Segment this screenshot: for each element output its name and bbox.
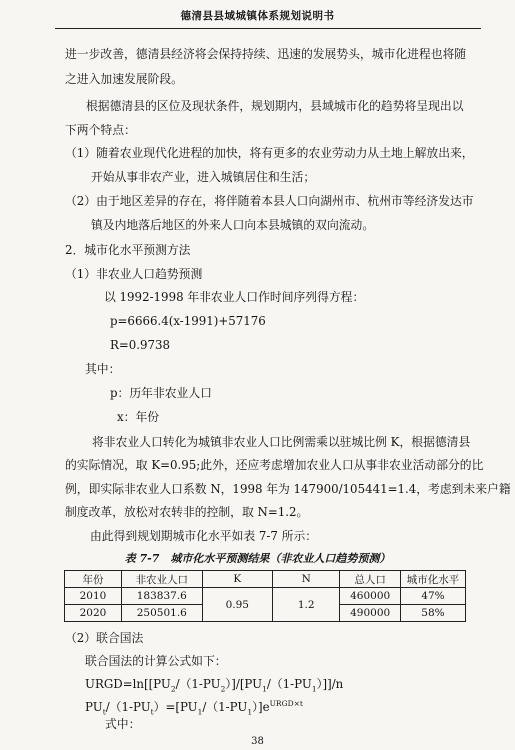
formula-subscript: 2 [220,684,226,694]
formula-subscript: 1 [197,707,203,717]
results-table [64,570,466,622]
formula-superscript: URGD×t [269,699,303,708]
list-item-continued: 镇及内地落后地区的外来人口向本县城镇的双向流动。 [91,218,375,232]
body-line: 由此得到规划期城市化水平如表 7-7 所示： [90,529,318,543]
header-cell: 城市化水平 [400,571,465,588]
table-cell: 58% [400,605,465,622]
formula-subscript: 2 [170,684,176,694]
formula-subscript: 1 [247,707,253,717]
formula-text: ）]/[PU [225,677,263,691]
header-cell: K [202,571,272,588]
header-rule [55,28,481,29]
formula-text: /（1-PU [175,677,221,691]
formula-text: PU [85,699,103,714]
formula-subscript: 1 [262,684,267,694]
running-header: 德清县县域城镇体系规划说明书 [180,10,335,22]
list-item-continued: 开始从事非农产业，进入城镇居住和生活； [91,170,316,184]
table-cell-merged: 0.95 [202,588,272,622]
table-cell: 490000 [340,605,400,622]
formula-text: ）]e [252,699,270,714]
header-cell: 总人口 [340,571,400,588]
formula-text: URGD=ln[[PU [85,677,171,691]
page-number: 38 [251,736,264,747]
table-caption: 表 7-7 城市化水平预测结果（非农业人口趋势预测） [124,552,391,565]
section-heading: 2．城市化水平预测方法 [65,243,191,257]
header-cell: 非农业人口 [121,571,202,588]
body-line: 的实际情况，取 K=0.95;此外，还应考虑增加农业人口从事非农业活动部分的比 [65,458,484,472]
body-line: 例，即实际非农业人口系数 N，1998 年为 147900/105441=1.4，考虑到未来户籍 [65,482,511,496]
table-cell: 2020 [65,605,122,622]
body-line: 下两个特点： [65,123,136,137]
header-cell: N [272,571,340,588]
variable-definition: x：年份 [117,410,160,424]
list-item: （1）随着农业现代化进程的加快，将有更多的农业劳动力从土地上解放出来， [65,146,474,160]
body-line: 其中： [85,362,121,376]
formula-subscript: t [102,707,106,717]
body-line: 之进入加速发展阶段。 [65,72,183,86]
formula-text: /（1-PU [105,699,151,714]
body-line: 将非农业人口转化为城镇非农业人口比例需乘以驻城比例 K，根据德清县 [92,435,471,449]
body-line: 以 1992-1998 年非农业人口作时间序列得方程： [104,290,365,304]
equation: p=6666.4(x-1991)+57176 [110,314,266,328]
list-item: （2）由于地区差异的存在，将伴随着本县人口向湖州市、杭州市等经济发达市 [65,194,474,208]
subsection-heading: （1）非农业人口趋势预测 [65,267,203,281]
body-line: 根据德清县的区位及现状条件，规划期内，县域城市化的趋势将呈现出以 [86,99,464,113]
table-header-row [65,571,466,588]
table-row [65,588,466,605]
formula-subscript: t [150,707,154,717]
table-cell: 2010 [65,588,122,605]
table-cell: 250501.6 [121,605,202,622]
table-cell: 460000 [340,588,400,605]
header-cell: 年份 [65,571,122,588]
equation: R=0.9738 [110,338,171,352]
body-line: 式中： [105,717,141,731]
body-line: 进一步改善，德清县经济将会保持持续、迅速的发展势头，城市化进程也将随 [65,47,467,61]
body-line: 制度改革，放松对农转非的控制，取 N=1.2。 [65,505,309,519]
variable-definition: p：历年非农业人口 [110,386,212,400]
body-line: 联合国法的计算公式如下： [85,654,227,668]
formula-text: /（1-PU [202,699,248,714]
table-cell: 183837.6 [121,588,202,605]
table-cell: 47% [400,588,465,605]
subsection-heading: （2）联合国法 [65,631,144,645]
formula-text: ）=[PU [153,699,198,714]
formula-text: ）]]/n [316,677,344,691]
formula-subscript: 1 [311,684,317,694]
urgd-formula [85,676,343,697]
table-cell-merged: 1.2 [272,588,340,622]
formula-text: /（1-PU [266,677,312,691]
